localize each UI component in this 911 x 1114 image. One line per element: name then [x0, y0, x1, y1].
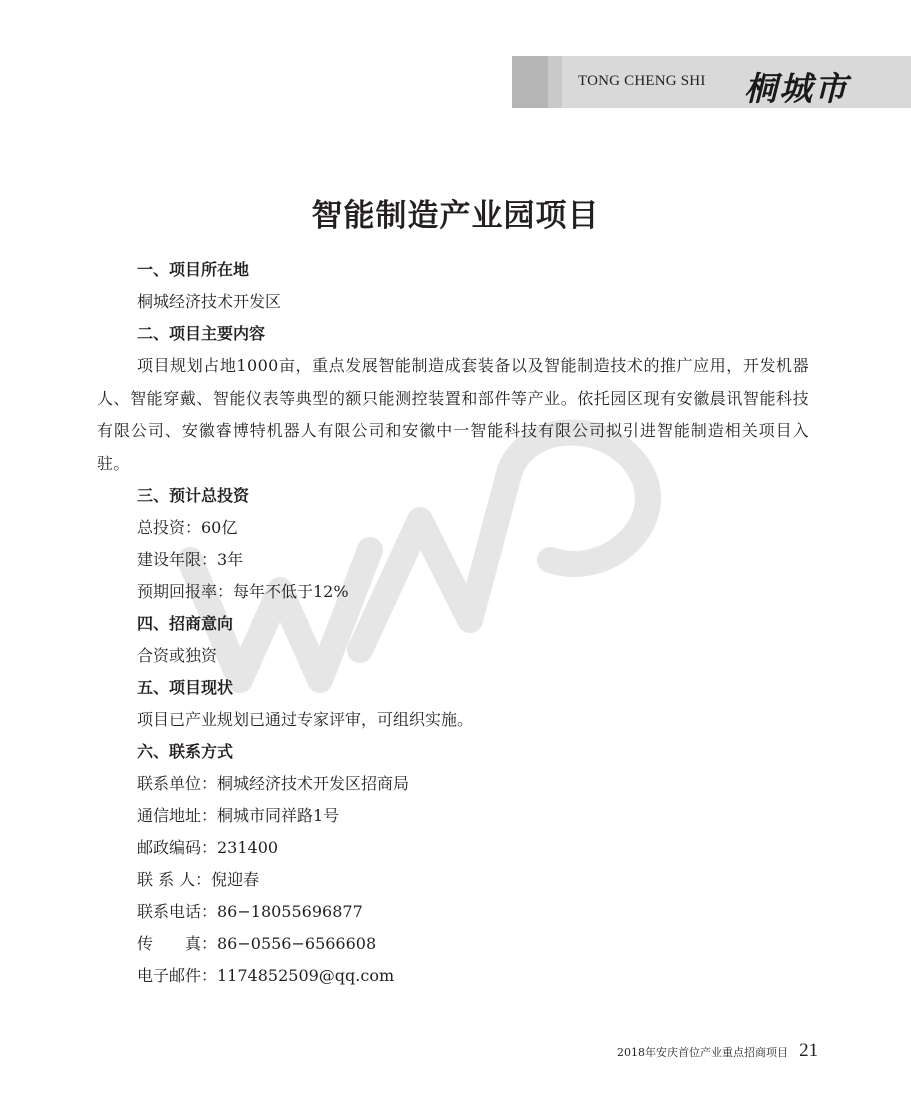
contact-item: 电子邮件：1174852509@qq.com — [137, 966, 395, 985]
section-text: 合资或独资 — [137, 646, 218, 665]
section-heading: 四、招商意向 — [137, 614, 234, 633]
section-heading: 六、联系方式 — [137, 742, 234, 761]
header-city-name: 桐城市 — [744, 69, 849, 108]
section-paragraph: 项目规划占地1000亩，重点发展智能制造成套装备以及智能制造技术的推广应用，开发机器人、智能穿戴、智能仪表等典型的额只能测控装置和部件等产业。依托园区现有安徽晨讯智能科技有限公司、安徽睿博特机器人有限公司和安徽中一智能科技有限公司拟引进智能制造相关项目入驻。 — [97, 356, 809, 473]
header-city-pinyin: TONG CHENG SHI — [578, 73, 706, 89]
contact-item: 传 真：86−0556−6566608 — [137, 934, 377, 953]
document-body — [97, 254, 809, 992]
section-heading: 一、项目所在地 — [137, 260, 250, 279]
contact-item: 联系电话：86−18055696877 — [137, 902, 363, 921]
page-footer — [617, 1040, 818, 1062]
section-text: 项目已产业规划已通过专家评审，可组织实施。 — [137, 710, 474, 729]
page-number: 21 — [799, 1040, 819, 1061]
section-heading: 三、预计总投资 — [137, 486, 250, 505]
contact-item: 联 系 人：倪迎春 — [137, 870, 260, 889]
list-item: 总投资：60亿 — [137, 518, 238, 537]
band-stripe — [512, 56, 548, 108]
header-band — [512, 56, 911, 108]
section-text: 桐城经济技术开发区 — [137, 292, 282, 311]
list-item: 预期回报率：每年不低于12% — [137, 582, 349, 601]
page-title: 智能制造产业园项目 — [311, 198, 600, 234]
section-heading: 二、项目主要内容 — [137, 324, 266, 343]
contact-item: 邮政编码：231400 — [137, 838, 279, 857]
footer-publication: 2018年安庆首位产业重点招商项目 — [617, 1046, 788, 1059]
contact-item: 通信地址：桐城市同祥路1号 — [137, 806, 340, 825]
contact-item: 联系单位：桐城经济技术开发区招商局 — [137, 774, 410, 793]
band-stripe — [548, 56, 562, 108]
section-heading: 五、项目现状 — [137, 678, 234, 697]
list-item: 建设年限：3年 — [137, 550, 244, 569]
